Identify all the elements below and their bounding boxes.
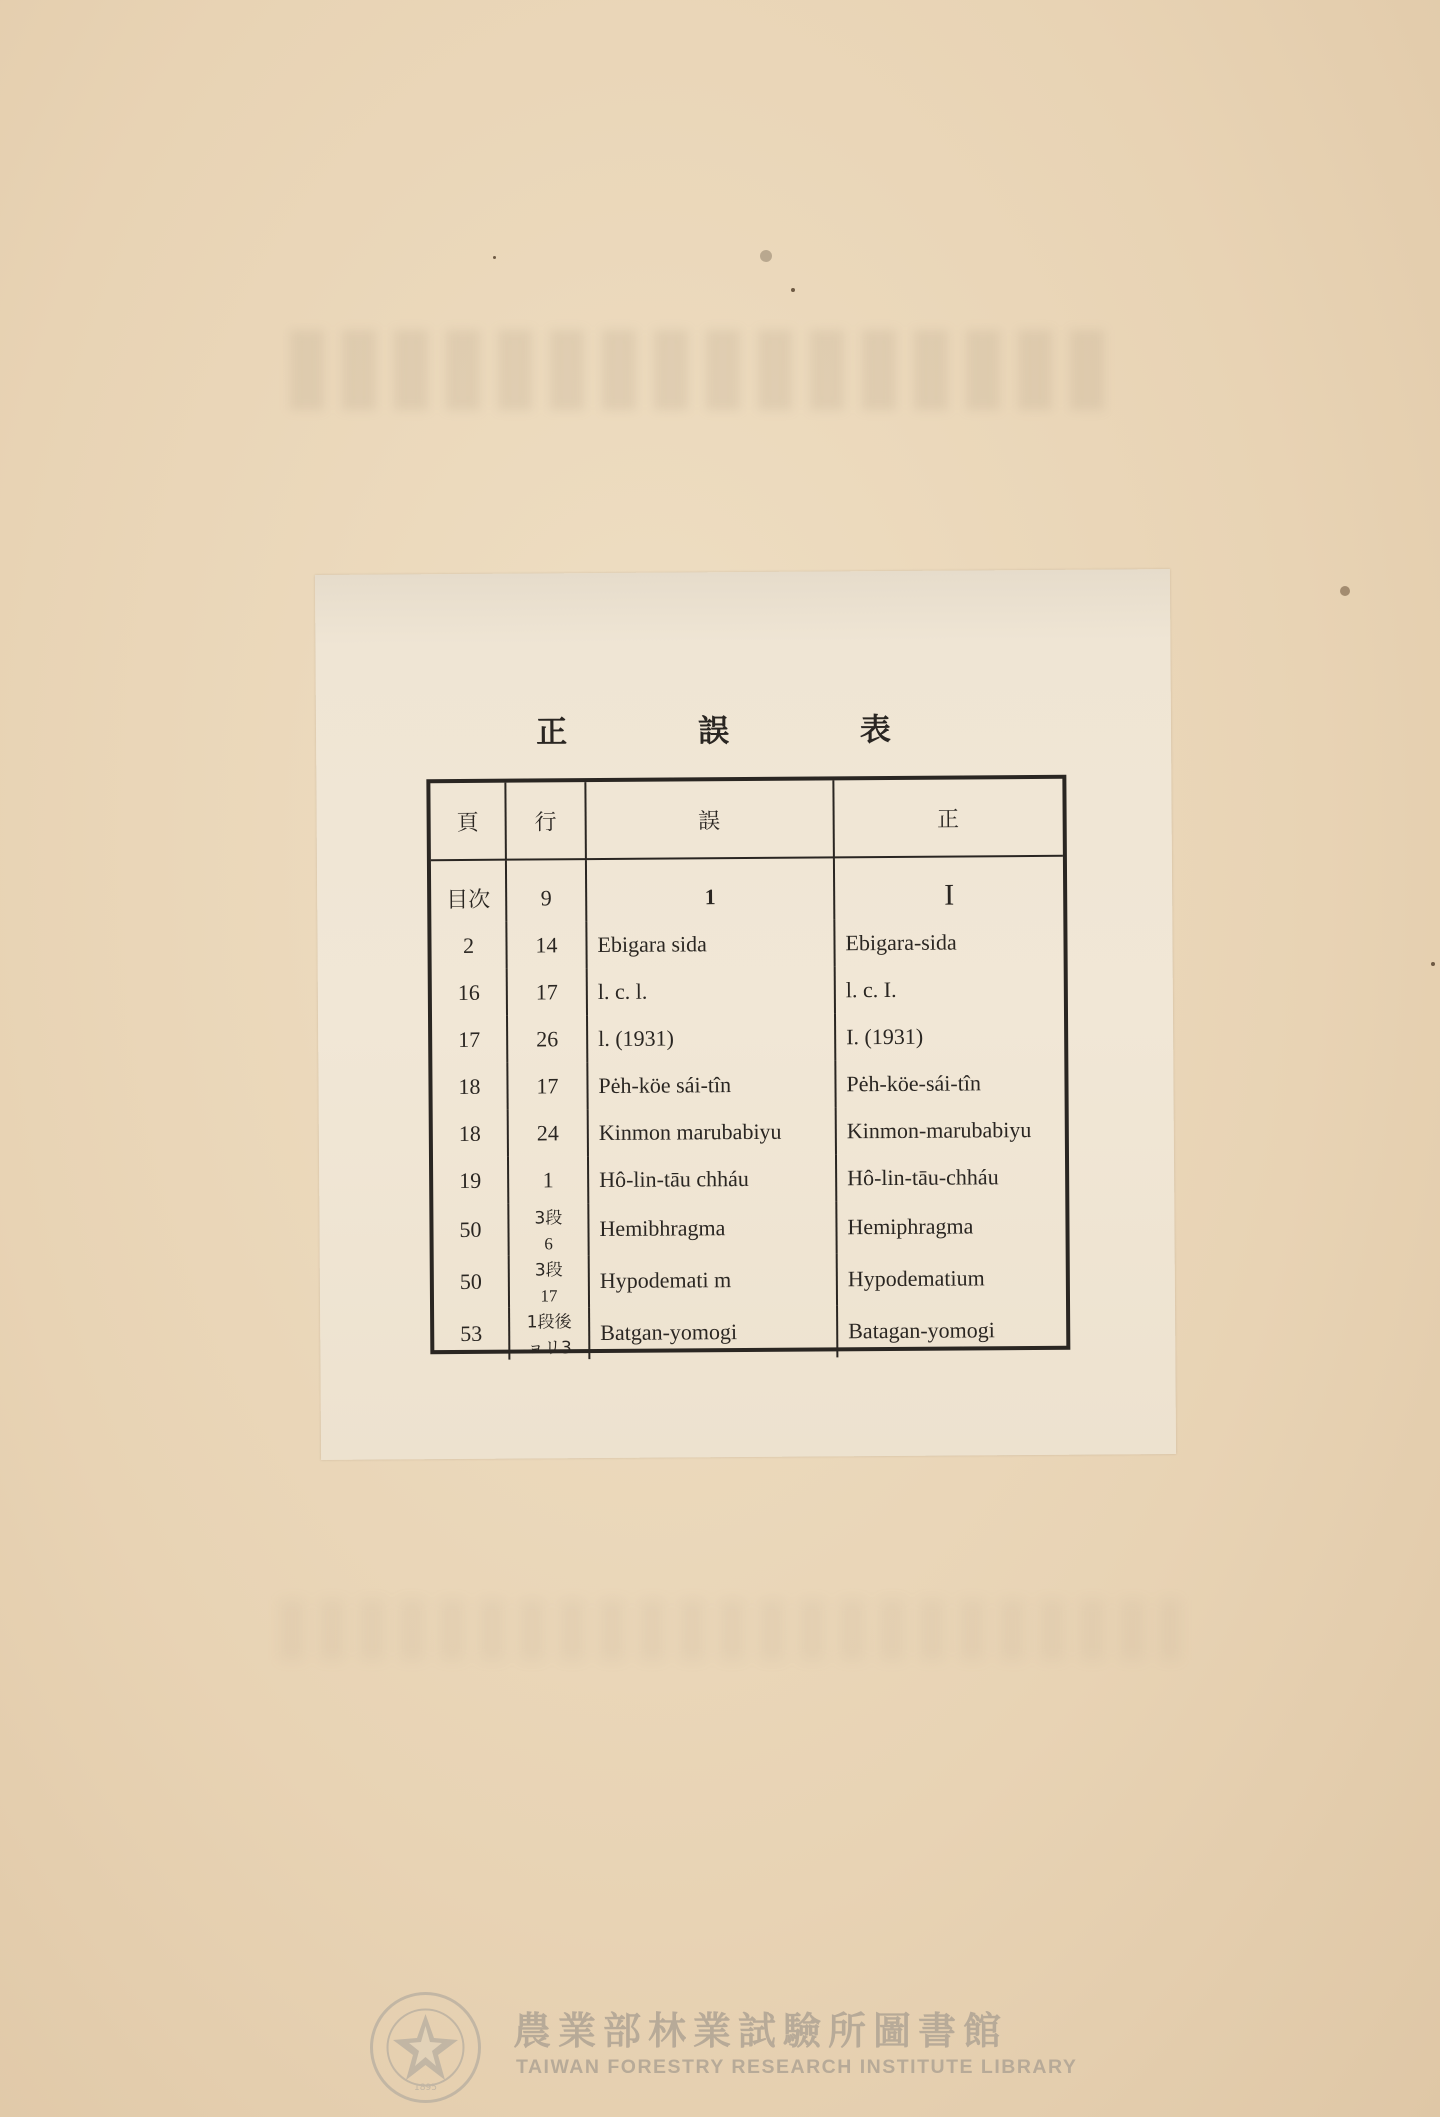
errata-table bbox=[430, 779, 1066, 1360]
cell-right: I bbox=[944, 878, 955, 912]
cell-line-stacked bbox=[508, 1203, 588, 1256]
header-page: 頁 bbox=[430, 783, 506, 861]
header-wrong: 誤 bbox=[585, 780, 834, 859]
library-name-english: TAIWAN FORESTRY RESEARCH INSTITUTE LIBRARY bbox=[516, 2056, 1078, 2078]
cell-wrong: 1 bbox=[586, 857, 834, 921]
cell-page: 2 bbox=[431, 922, 506, 970]
table-row bbox=[432, 965, 1064, 1016]
table-row bbox=[431, 856, 1063, 922]
cell-line: 24 bbox=[508, 1109, 588, 1157]
cell-page: 50 bbox=[433, 1204, 508, 1257]
cell-right: Ebigara-sida bbox=[845, 929, 957, 955]
cell-line: 9 bbox=[506, 859, 586, 922]
cell-line: 1 bbox=[508, 1156, 588, 1204]
cell-wrong: l. (1931) bbox=[587, 1013, 835, 1062]
cell-wrong: Pėh-köe sái-tîn bbox=[587, 1060, 835, 1109]
paper-speck bbox=[1431, 962, 1435, 966]
cell-wrong: Batgan-yomogi bbox=[589, 1305, 837, 1359]
cell-right: Hemiphragma bbox=[847, 1213, 974, 1240]
library-seal-logo bbox=[368, 1990, 483, 2105]
errata-title: 正 誤 表 bbox=[536, 711, 951, 751]
cell-right: Batagan-yomogi bbox=[848, 1317, 995, 1344]
table-row bbox=[433, 1200, 1065, 1256]
cell-right: I. (1931) bbox=[846, 1023, 924, 1049]
cell-page: 18 bbox=[433, 1110, 508, 1158]
errata-header-row bbox=[430, 779, 1063, 860]
paper-speck bbox=[1340, 586, 1350, 596]
table-row bbox=[431, 918, 1063, 969]
cell-wrong: Kinmon marubabiyu bbox=[588, 1107, 836, 1156]
table-row bbox=[434, 1304, 1066, 1360]
cell-page: 50 bbox=[434, 1256, 509, 1309]
cell-line-bottom: 6 bbox=[544, 1234, 553, 1254]
cell-wrong: Hemibhragma bbox=[588, 1201, 836, 1255]
cell-right: l. c. I. bbox=[845, 976, 897, 1002]
errata-slip bbox=[315, 569, 1176, 1460]
cell-line-stacked bbox=[509, 1255, 589, 1308]
table-row bbox=[433, 1153, 1065, 1204]
bleed-through-text bbox=[290, 330, 1120, 410]
cell-page: 16 bbox=[432, 969, 507, 1017]
cell-wrong: Ebigara sida bbox=[586, 919, 834, 968]
cell-right: Kinmon-marubabiyu bbox=[846, 1116, 1032, 1143]
header-right: 正 bbox=[833, 779, 1063, 858]
paper-speck bbox=[493, 256, 496, 259]
cell-line-top: 1段後 bbox=[526, 1312, 572, 1333]
cell-right: Hô-lin-tāu-chháu bbox=[847, 1163, 999, 1190]
paper-speck bbox=[760, 250, 772, 262]
cell-line-top: 3段 bbox=[534, 1260, 563, 1281]
cell-line-bottom: 17 bbox=[540, 1286, 558, 1306]
cell-line: 17 bbox=[507, 968, 587, 1016]
cell-line-bottom: ョリ3 bbox=[526, 1338, 572, 1359]
cell-page: 18 bbox=[432, 1063, 507, 1111]
library-watermark bbox=[368, 1990, 1088, 2110]
cell-right: Pėh-köe-sái-tîn bbox=[846, 1069, 981, 1096]
bleed-through-text-lower bbox=[280, 1600, 1180, 1660]
table-row bbox=[433, 1106, 1065, 1157]
cell-page: 19 bbox=[433, 1157, 508, 1205]
errata-table-frame bbox=[426, 775, 1070, 1359]
paper-speck bbox=[791, 288, 795, 292]
cell-line: 17 bbox=[507, 1062, 587, 1110]
cell-page: 目次 bbox=[431, 860, 506, 923]
library-name-chinese: 農業部林業試驗所圖書館 bbox=[513, 2009, 1009, 2053]
table-row bbox=[432, 1012, 1064, 1063]
cell-right: Hypodematium bbox=[847, 1265, 985, 1292]
cell-line-top: 3段 bbox=[534, 1208, 563, 1229]
cell-line: 26 bbox=[507, 1015, 587, 1063]
seal-year: 1895 bbox=[414, 2083, 437, 2093]
cell-wrong: Hô-lin-tāu chháu bbox=[588, 1154, 836, 1203]
cell-page: 17 bbox=[432, 1016, 507, 1064]
cell-wrong: Hypodemati m bbox=[589, 1253, 837, 1307]
cell-line-stacked bbox=[509, 1307, 589, 1360]
table-row bbox=[432, 1059, 1064, 1110]
header-line: 行 bbox=[505, 782, 586, 860]
cell-page: 53 bbox=[434, 1308, 509, 1361]
table-row bbox=[434, 1252, 1066, 1308]
cell-line: 14 bbox=[506, 921, 586, 969]
cell-wrong: l. c. l. bbox=[587, 966, 835, 1015]
